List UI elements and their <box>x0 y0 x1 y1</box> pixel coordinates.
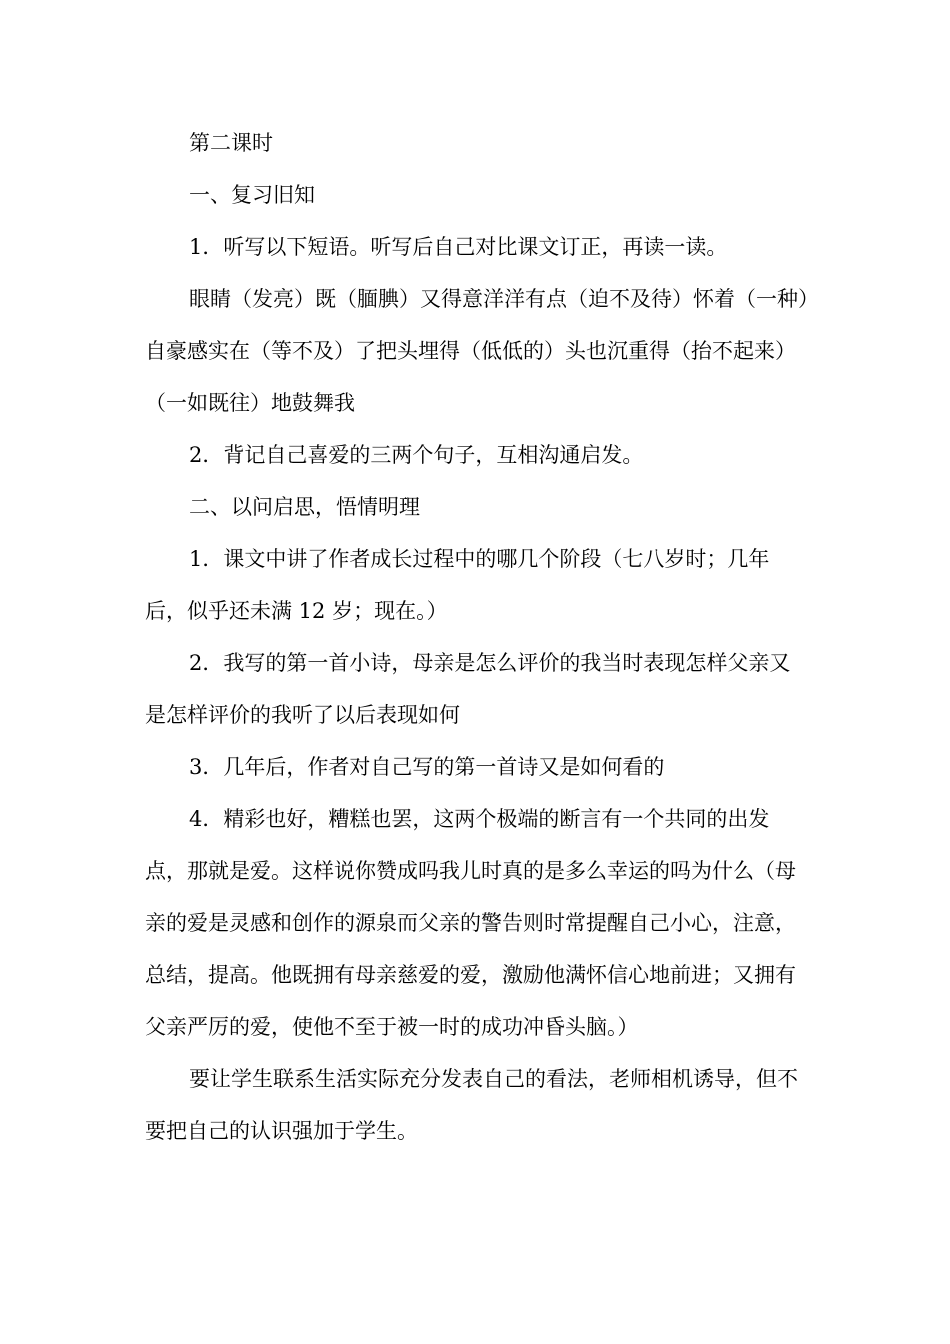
question-4: 4．精彩也好，糟糕也罢，这两个极端的断言有一个共同的出发点，那就是爱。这样说你赞成吗我儿时真的是多么幸运的吗为什么（母亲的爱是灵感和创作的源泉而父亲的警告则时常提醒自己小心，注意，总结，提高。他既拥有母亲慈爱的爱，激励他满怀信心地前进；又拥有父亲严厉的爱，使他不至于被一时的成功冲昏头脑。） <box>145 807 796 1039</box>
question-3: 3．几年后，作者对自己写的第一首诗又是如何看的 <box>189 755 665 779</box>
document-body <box>145 117 810 1157</box>
review-item-2: 2．背记自己喜爱的三两个句子，互相沟通启发。 <box>189 443 644 467</box>
lesson-heading: 第二课时 <box>189 131 273 155</box>
question-1: 1．课文中讲了作者成长过程中的哪几个阶段（七八岁时；几年后，似乎还未满 12 岁；现在。） <box>145 547 770 623</box>
question-2: 2．我写的第一首小诗，母亲是怎么评价的我当时表现怎样父亲又是怎样评价的我听了以后表现如何 <box>145 651 791 727</box>
phrase-list: 眼睛（发亮）既（腼腆）又得意洋洋有点（迫不及待）怀着（一种）自豪感实在（等不及）了把头埋得（低低的）头也沉重得（抬不起来）（一如既往）地鼓舞我 <box>145 287 809 415</box>
review-item-1: 1．听写以下短语。听写后自己对比课文订正，再读一读。 <box>189 235 728 259</box>
section-heading-review: 一、复习旧知 <box>189 183 315 207</box>
section-heading-questions: 二、以问启思，悟情明理 <box>189 495 420 519</box>
teaching-note: 要让学生联系生活实际充分发表自己的看法，老师相机诱导，但不要把自己的认识强加于学生。 <box>145 1067 798 1143</box>
